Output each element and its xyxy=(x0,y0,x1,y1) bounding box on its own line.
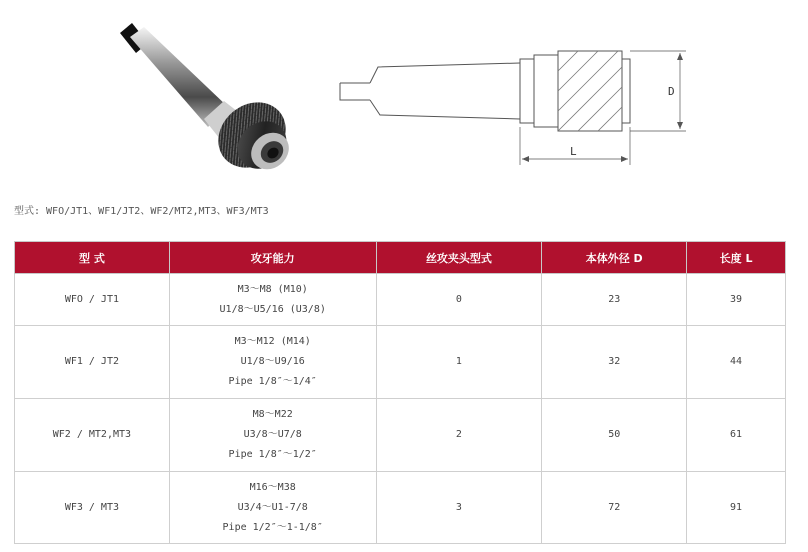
spec-table xyxy=(14,241,786,544)
table-row xyxy=(15,274,786,326)
cell-capacity: M16～M38 U3/4～U1-7/8 Pipe 1/2″～1-1/8″ xyxy=(169,472,376,544)
header-chuck-type: 丝攻夹头型式 xyxy=(376,242,542,274)
cell-chuck: 2 xyxy=(376,399,542,472)
table-row xyxy=(15,326,786,399)
cell-capacity: M3～M12 (M14) U1/8～U9/16 Pipe 1/8″～1/4″ xyxy=(169,326,376,399)
cell-length: 44 xyxy=(687,326,786,399)
cell-model: WF3 / MT3 xyxy=(15,472,170,544)
cell-capacity: M8～M22 U3/8～U7/8 Pipe 1/8″～1/2″ xyxy=(169,399,376,472)
cell-chuck: 0 xyxy=(376,274,542,326)
dimension-d-label: D xyxy=(668,85,675,98)
cell-chuck: 1 xyxy=(376,326,542,399)
cell-diameter: 50 xyxy=(542,399,687,472)
header-model: 型 式 xyxy=(15,242,170,274)
cell-diameter: 23 xyxy=(542,274,687,326)
dimension-l-label: L xyxy=(570,145,577,158)
table-header-row xyxy=(15,242,786,274)
table-row xyxy=(15,472,786,544)
product-photo xyxy=(100,15,300,185)
cell-length: 39 xyxy=(687,274,786,326)
header-diameter: 本体外径 D xyxy=(542,242,687,274)
technical-drawing xyxy=(330,45,700,175)
cell-model: WFO / JT1 xyxy=(15,274,170,326)
cell-model: WF1 / JT2 xyxy=(15,326,170,399)
cell-model: WF2 / MT2,MT3 xyxy=(15,399,170,472)
header-length: 长度 L xyxy=(687,242,786,274)
models-line: 型式: WFO/JT1、WF1/JT2、WF2/MT2,MT3、WF3/MT3 xyxy=(14,206,269,217)
cell-diameter: 32 xyxy=(542,326,687,399)
header-capacity: 攻牙能力 xyxy=(169,242,376,274)
cell-length: 61 xyxy=(687,399,786,472)
cell-chuck: 3 xyxy=(376,472,542,544)
cell-capacity: M3～M8 (M10) U1/8～U5/16 (U3/8) xyxy=(169,274,376,326)
cell-diameter: 72 xyxy=(542,472,687,544)
cell-length: 91 xyxy=(687,472,786,544)
table-row xyxy=(15,399,786,472)
